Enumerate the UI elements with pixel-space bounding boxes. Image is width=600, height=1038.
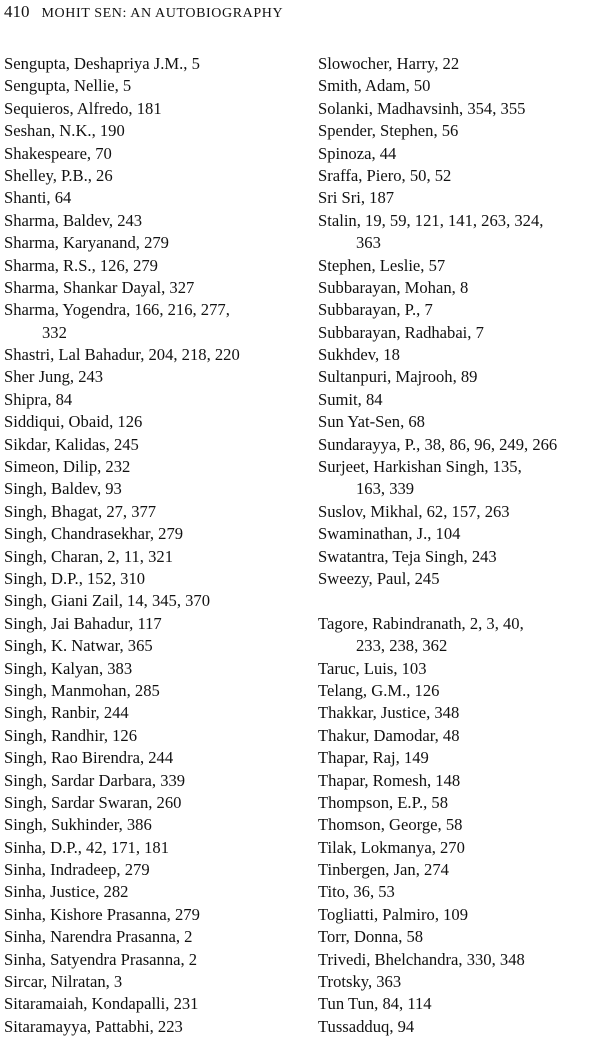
index-entry: Thapar, Raj, 149 [318, 748, 429, 768]
index-entry: Sharma, Yogendra, 166, 216, 277, [4, 300, 230, 320]
index-entry: Sun Yat-Sen, 68 [318, 412, 425, 432]
index-entry: Thakkar, Justice, 348 [318, 703, 460, 723]
index-entry: Subbarayan, P., 7 [318, 300, 433, 320]
index-column-left [4, 53, 296, 1038]
index-entry: Sraffa, Piero, 50, 52 [318, 165, 452, 185]
index-entry: Singh, Sukhinder, 386 [4, 815, 152, 835]
index-entry: Sumit, 84 [318, 389, 383, 409]
index-entry: Thompson, E.P., 58 [318, 792, 448, 812]
index-entry: Singh, Randhir, 126 [4, 725, 138, 745]
index-entry-continuation: 332 [42, 322, 67, 342]
index-entry: Sinha, Indradeep, 279 [4, 860, 150, 880]
index-entry: Sukhdev, 18 [318, 345, 400, 365]
index-entry: Shelley, P.B., 26 [4, 165, 113, 185]
index-entry: Thomson, George, 58 [318, 815, 463, 835]
index-entry: Subbarayan, Radhabai, 7 [318, 322, 484, 342]
index-entry: Spinoza, 44 [318, 143, 397, 163]
index-entry: Stalin, 19, 59, 121, 141, 263, 324, [318, 210, 544, 230]
index-entry-continuation: 363 [356, 233, 381, 253]
index-entry: Singh, Sardar Darbara, 339 [4, 770, 186, 790]
index-entry: Solanki, Madhavsinh, 354, 355 [318, 98, 526, 118]
index-entry: Sinha, Kishore Prasanna, 279 [4, 904, 200, 924]
index-entry: Stephen, Leslie, 57 [318, 255, 446, 275]
index-entry: Sinha, Justice, 282 [4, 882, 129, 902]
index-entry-continuation: 233, 238, 362 [356, 636, 448, 656]
index-entry: Smith, Adam, 50 [318, 76, 431, 96]
index-entry: Sitaramaiah, Kondapalli, 231 [4, 994, 199, 1014]
index-entry: Singh, Sardar Swaran, 260 [4, 792, 182, 812]
index-entry: Tito, 36, 53 [318, 882, 395, 902]
index-entry: Siddiqui, Obaid, 126 [4, 412, 143, 432]
index-entry: Swaminathan, J., 104 [318, 524, 461, 544]
index-entry: Singh, Charan, 2, 11, 321 [4, 546, 173, 566]
index-entry: Sikdar, Kalidas, 245 [4, 434, 139, 454]
index-entry: Tinbergen, Jan, 274 [318, 860, 449, 880]
index-entry: Singh, Giani Zail, 14, 345, 370 [4, 591, 211, 611]
index-entry: Slowocher, Harry, 22 [318, 54, 460, 73]
index-entry: Subbarayan, Mohan, 8 [318, 277, 469, 297]
index-entry: Sinha, D.P., 42, 171, 181 [4, 837, 170, 857]
index-entry: Singh, Chandrasekhar, 279 [4, 524, 184, 544]
index-entry: Singh, Jai Bahadur, 117 [4, 613, 162, 633]
index-entry: Sharma, Karyanand, 279 [4, 233, 169, 253]
index-entry: Singh, Baldev, 93 [4, 479, 122, 499]
index-entry: Sultanpuri, Majrooh, 89 [318, 367, 478, 387]
page-number: 410 [4, 2, 30, 21]
index-entry: Sweezy, Paul, 245 [318, 568, 440, 588]
index-entry: Singh, Rao Birendra, 244 [4, 748, 174, 768]
index-entry: Trivedi, Bhelchandra, 330, 348 [318, 949, 525, 969]
index-entry: Singh, Bhagat, 27, 377 [4, 501, 157, 521]
index-entry: Spender, Stephen, 56 [318, 121, 459, 141]
index-column-right [318, 53, 598, 1038]
index-entry: Sequieros, Alfredo, 181 [4, 98, 162, 118]
index-entry: Singh, Kalyan, 383 [4, 658, 133, 678]
index-entry: Sinha, Satyendra Prasanna, 2 [4, 949, 198, 969]
index-entry: Torr, Donna, 58 [318, 927, 424, 947]
index-entry: Tilak, Lokmanya, 270 [318, 837, 465, 857]
section-gap [318, 590, 598, 612]
index-entry: Sengupta, Deshapriya J.M., 5 [4, 54, 200, 73]
index-entry: Singh, D.P., 152, 310 [4, 568, 146, 588]
index-entry: Sengupta, Nellie, 5 [4, 76, 132, 96]
index-entry: Shastri, Lal Bahadur, 204, 218, 220 [4, 345, 240, 365]
index-entry: Singh, Ranbir, 244 [4, 703, 129, 723]
index-entry: Sharma, Shankar Dayal, 327 [4, 277, 195, 297]
page-header [4, 2, 283, 24]
index-entry: Swatantra, Teja Singh, 243 [318, 546, 497, 566]
index-entry: Sircar, Nilratan, 3 [4, 972, 123, 992]
index-entry: Seshan, N.K., 190 [4, 121, 125, 141]
index-entry: Sri Sri, 187 [318, 188, 395, 208]
index-entry: Sundarayya, P., 38, 86, 96, 249, 266 [318, 434, 558, 454]
index-entry: Sher Jung, 243 [4, 367, 104, 387]
index-entry: Tun Tun, 84, 114 [318, 994, 432, 1014]
index-entry: Singh, Manmohan, 285 [4, 680, 160, 700]
index-entry: Tussadduq, 94 [318, 1016, 415, 1036]
index-entry: Surjeet, Harkishan Singh, 135, [318, 457, 522, 477]
index-entry: Trotsky, 363 [318, 972, 402, 992]
index-entry-continuation: 163, 339 [356, 479, 415, 499]
index-entry: Shipra, 84 [4, 389, 73, 409]
index-entry: Simeon, Dilip, 232 [4, 457, 131, 477]
index-entry: Thapar, Romesh, 148 [318, 770, 461, 790]
index-entry: Shakespeare, 70 [4, 143, 112, 163]
index-entry: Sitaramayya, Pattabhi, 223 [4, 1016, 183, 1036]
index-entry: Tagore, Rabindranath, 2, 3, 40, [318, 613, 524, 633]
index-entry: Sinha, Narendra Prasanna, 2 [4, 927, 193, 947]
index-entry: Togliatti, Palmiro, 109 [318, 904, 469, 924]
index-entry: Taruc, Luis, 103 [318, 658, 427, 678]
index-entry: Telang, G.M., 126 [318, 680, 440, 700]
index-entry: Thakur, Damodar, 48 [318, 725, 460, 745]
running-title: MOHIT SEN: AN AUTOBIOGRAPHY [41, 6, 284, 21]
index-entry: Shanti, 64 [4, 188, 72, 208]
index-entry: Sharma, R.S., 126, 279 [4, 255, 158, 275]
index-entry: Singh, K. Natwar, 365 [4, 636, 153, 656]
index-entry: Suslov, Mikhal, 62, 157, 263 [318, 501, 510, 521]
index-entry: Sharma, Baldev, 243 [4, 210, 143, 230]
